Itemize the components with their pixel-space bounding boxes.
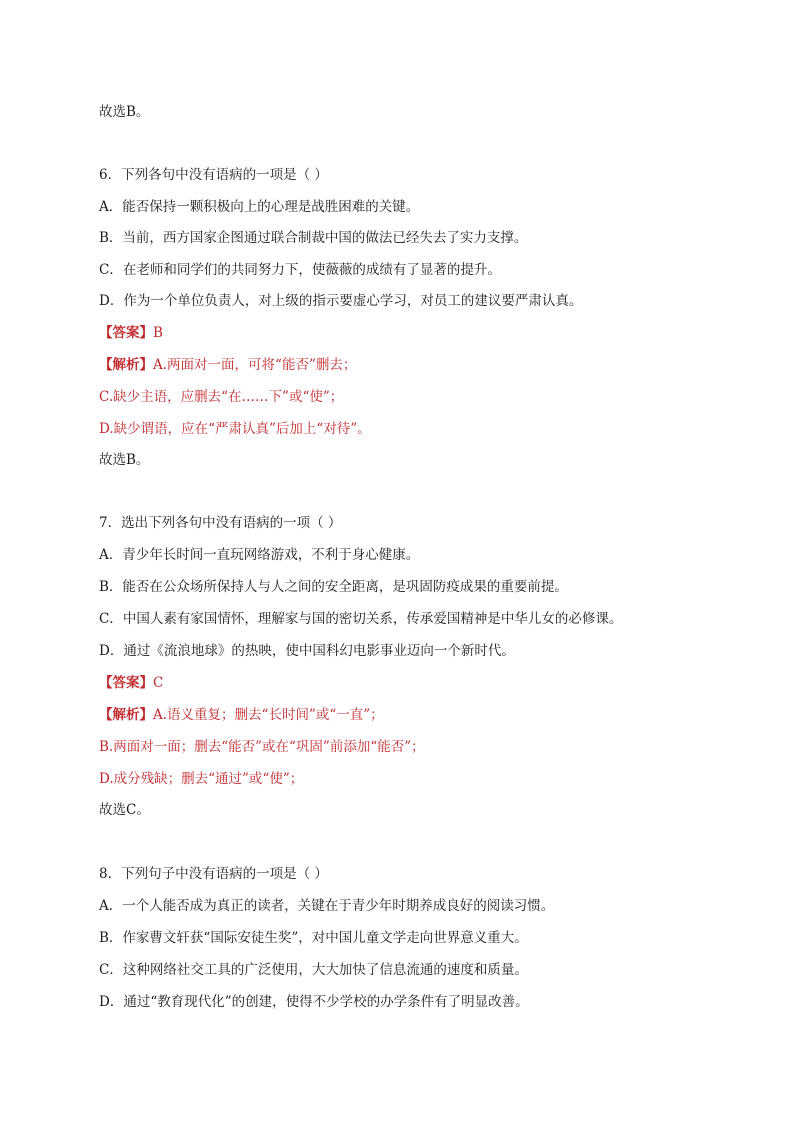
q6-stem: 6．下列各句中没有语病的一项是（ ） bbox=[99, 167, 328, 183]
q8-option-a: A．一个人能否成为真正的读者，关键在于青少年时期养成良好的阅读习惯。 bbox=[99, 898, 555, 914]
q7-stem: 7．选出下列各句中没有语病的一项（ ） bbox=[99, 515, 342, 531]
q6-answer-label: 【答案】 bbox=[99, 325, 153, 341]
q7-analysis-line-1: A.语义重复；删去“长时间”或“一直”； bbox=[153, 707, 384, 723]
q6-analysis-label: 【解析】 bbox=[99, 357, 153, 373]
q6-answer-value: B bbox=[153, 325, 163, 341]
q6-option-b: B．当前，西方国家企图通过联合制裁中国的做法已经失去了实力支撑。 bbox=[99, 230, 528, 246]
q8-option-c: C．这种网络社交工具的广泛使用，大大加快了信息流通的速度和质量。 bbox=[99, 962, 528, 978]
q7-answer-value: C bbox=[153, 675, 164, 691]
q6-answer bbox=[99, 324, 163, 342]
q7-option-d: D．通过《流浪地球》的热映，使中国科幻电影事业迈向一个新时代。 bbox=[99, 643, 515, 659]
q7-answer bbox=[99, 674, 163, 692]
q6-option-a: A．能否保持一颗积极向上的心理是战胜困难的关键。 bbox=[99, 199, 420, 215]
q6-option-c: C．在老师和同学们的共同努力下，使薇薇的成绩有了显著的提升。 bbox=[99, 262, 501, 278]
q7-analysis-line-2: B.两面对一面；删去“能否”或在“巩固”前添加“能否”； bbox=[99, 739, 425, 755]
q6-analysis-line-2: C.缺少主语，应删去“在……下”或“使”； bbox=[99, 389, 344, 405]
q6-analysis-line-1: A.两面对一面，可将“能否”删去； bbox=[153, 357, 357, 373]
q6-analysis-line-3: D.缺少谓语，应在“严肃认真”后加上“对待”。 bbox=[99, 421, 371, 437]
q7-analysis-line-3: D.成分残缺；删去“通过”或“使”； bbox=[99, 771, 304, 787]
q7-conclusion: 故选C。 bbox=[99, 802, 150, 818]
q8-stem: 8．下列句子中没有语病的一项是（ ） bbox=[99, 866, 328, 882]
q8-option-b: B．作家曹文轩获“国际安徒生奖”，对中国儿童文学走向世界意义重大。 bbox=[99, 930, 528, 946]
q6-option-d: D．作为一个单位负责人，对上级的指示要虚心学习，对员工的建议要严肃认真。 bbox=[99, 293, 583, 309]
prev-conclusion: 故选B。 bbox=[99, 104, 150, 120]
q7-analysis-label: 【解析】 bbox=[99, 707, 153, 723]
q8-option-d: D．通过“教育现代化”的创建，使得不少学校的办学条件有了明显改善。 bbox=[99, 994, 529, 1010]
q7-option-b: B．能否在公众场所保持人与人之间的安全距离，是巩固防疫成果的重要前提。 bbox=[99, 579, 568, 595]
q7-answer-label: 【答案】 bbox=[99, 675, 153, 691]
q6-analysis bbox=[99, 356, 356, 374]
q7-option-a: A．青少年长时间一直玩网络游戏，不利于身心健康。 bbox=[99, 547, 420, 563]
q7-analysis bbox=[99, 706, 384, 724]
q6-conclusion: 故选B。 bbox=[99, 452, 150, 468]
q7-option-c: C．中国人素有家国情怀，理解家与国的密切关系，传承爱国精神是中华儿女的必修课。 bbox=[99, 611, 623, 627]
